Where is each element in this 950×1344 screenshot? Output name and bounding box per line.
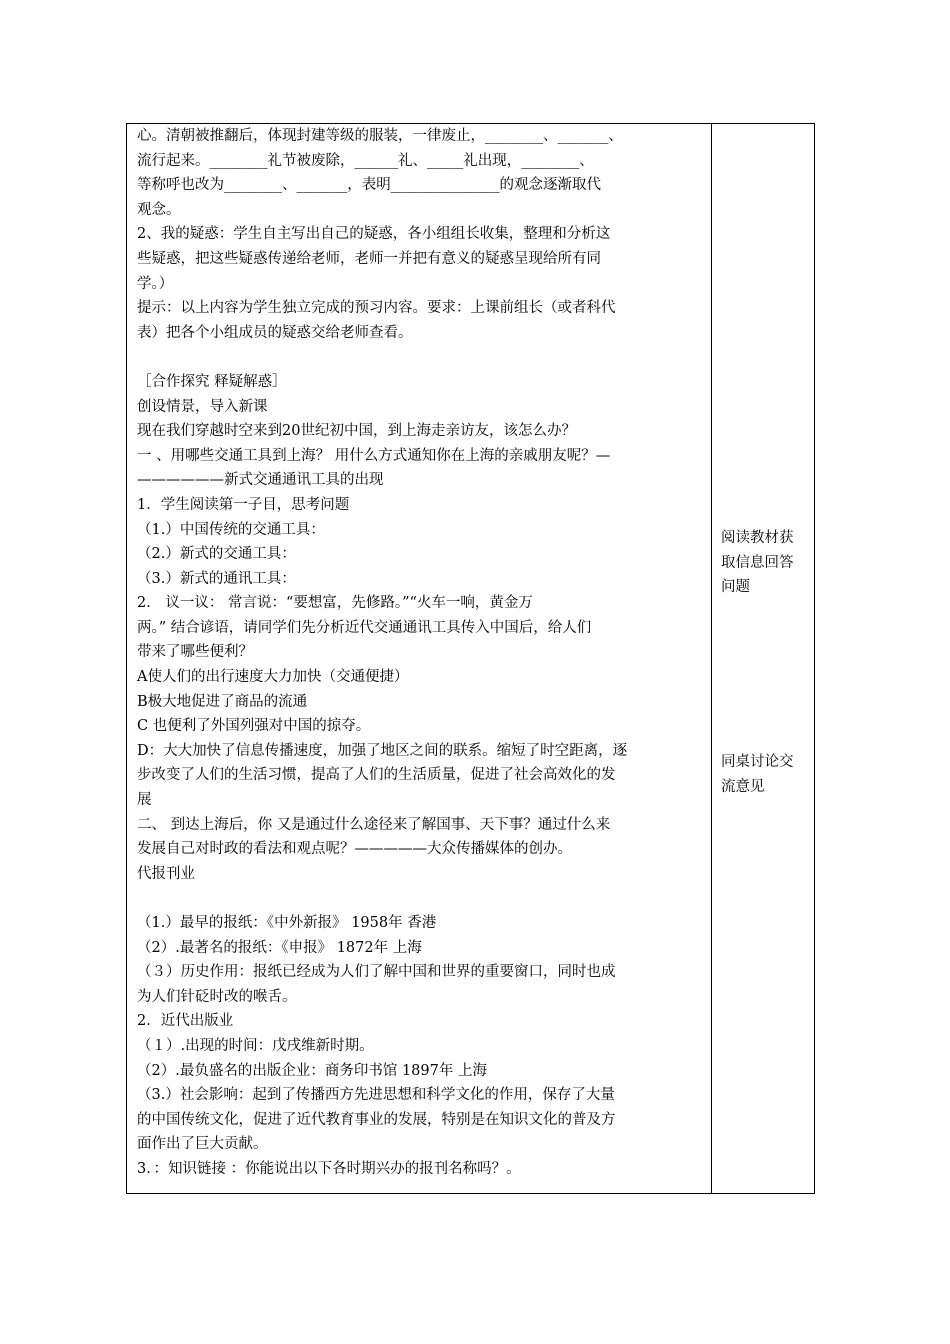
text-line: 二、 到达上海后，你 又是通过什么途径来了解国事、天下事？通过什么来 bbox=[137, 816, 611, 833]
text-line: 等称呼也改为________、_______，表明_______________的观念逐渐取代 bbox=[137, 177, 601, 194]
text-line: （１）.出现的时间：戊戌维新时期。 bbox=[137, 1037, 374, 1054]
text-line: 为人们针砭时改的喉舌。 bbox=[137, 988, 297, 1005]
side-note-discussion bbox=[721, 750, 809, 799]
text-line: 带来了哪些便利？ bbox=[137, 644, 253, 661]
text-line: 面作出了巨大贡献。 bbox=[137, 1136, 268, 1153]
text-line: （3.）新式的通讯工具： bbox=[137, 570, 296, 587]
text-line: （1.）中国传统的交通工具： bbox=[137, 521, 325, 538]
text-line: （3.）社会影响：起到了传播西方先进思想和科学文化的作用，保存了大量 bbox=[137, 1087, 615, 1104]
text-line: ——————新式交通通讯工具的出现 bbox=[137, 472, 384, 489]
text-line: 提示：以上内容为学生独立完成的预习内容。要求：上课前组长（或者科代 bbox=[137, 300, 616, 317]
text-line: 的中国传统文化，促进了近代教育事业的发展，特别是在知识文化的普及方 bbox=[137, 1111, 616, 1128]
text-line: 展 bbox=[137, 792, 152, 809]
text-line: （2.）新式的交通工具： bbox=[137, 546, 296, 563]
text-line: 表）把各个小组成员的疑惑交给老师查看。 bbox=[137, 324, 413, 341]
text-line: D：大大加快了信息传播速度，加强了地区之间的联系。缩短了时空距离，逐 bbox=[137, 742, 628, 759]
text-line: 流行起来。________礼节被废除，______礼、_____礼出现，________、 bbox=[137, 152, 594, 169]
blank-line bbox=[137, 345, 705, 370]
side-note-line: 取信息回答 bbox=[721, 554, 794, 571]
blank-line bbox=[137, 886, 705, 911]
text-line: 2．近代出版业 bbox=[137, 1013, 234, 1030]
text-line: （３）历史作用：报纸已经成为人们了解中国和世界的重要窗口，同时也成 bbox=[137, 964, 616, 981]
side-note-line: 阅读教材获 bbox=[721, 530, 794, 546]
text-line: 心。清朝被推翻后，体现封建等级的服装，一律废止，________、_______、 bbox=[137, 128, 623, 144]
text-line: 些疑惑，把这些疑惑传递给老师，老师一并把有意义的疑惑呈现给所有同 bbox=[137, 250, 601, 267]
text-line: 两。” 结合谚语，请同学们先分析近代交通通讯工具传入中国后，给人们 bbox=[137, 619, 592, 636]
text-line: （1.）最早的报纸：《中外新报》 1958年 香港 bbox=[137, 915, 437, 931]
lesson-table bbox=[126, 123, 815, 1194]
text-line: 现在我们穿越时空来到20世纪初中国，到上海走亲访友，该怎么办？ bbox=[137, 423, 576, 440]
text-line: 学。） bbox=[137, 275, 174, 292]
text-line: 2． 议一议： 常言说：“要想富，先修路。”“火车一响，黄金万 bbox=[137, 595, 533, 612]
text-line: 1．学生阅读第一子目，思考问题 bbox=[137, 496, 350, 513]
text-line: 3．：知识链接 ：你能说出以下各时期兴办的报刊名称吗？。 bbox=[137, 1160, 521, 1177]
side-note-reading bbox=[721, 526, 809, 600]
side-note-line: 流意见 bbox=[721, 778, 765, 795]
text-line: 观念。 bbox=[137, 201, 181, 218]
text-line: 步改变了人们的生活习惯，提高了人们的生活质量，促进了社会高效化的发 bbox=[137, 767, 616, 784]
text-line: A使人们的出行速度大力加快（交通便捷） bbox=[137, 669, 409, 686]
section-heading: ［合作探究 释疑解惑］ bbox=[137, 373, 287, 390]
text-line: （2）.最负盛名的出版企业：商务印书馆 1897年 上海 bbox=[137, 1062, 487, 1079]
side-note-line: 同桌讨论交 bbox=[721, 754, 794, 770]
text-line: 发展自己对时政的看法和观点呢？—————大众传播媒体的创办。 bbox=[137, 841, 572, 858]
text-line: C 也便利了外国列强对中国的掠夺。 bbox=[137, 718, 371, 735]
column-divider bbox=[711, 124, 712, 1193]
main-content-cell bbox=[137, 124, 705, 1182]
text-line: 一 、用哪些交通工具到上海？ 用什么方式通知你在上海的亲戚朋友呢？— bbox=[137, 447, 611, 464]
text-line: （2）.最著名的报纸：《申报》 1872年 上海 bbox=[137, 939, 422, 956]
side-note-line: 问题 bbox=[721, 579, 750, 596]
text-line: 代报刊业 bbox=[137, 865, 195, 882]
text-line: 创设情景，导入新课 bbox=[137, 398, 268, 415]
text-line: B极大地促进了商品的流通 bbox=[137, 693, 308, 710]
text-line: 2、我的疑惑：学生自主写出自己的疑惑，各小组组长收集，整理和分析这 bbox=[137, 226, 611, 243]
